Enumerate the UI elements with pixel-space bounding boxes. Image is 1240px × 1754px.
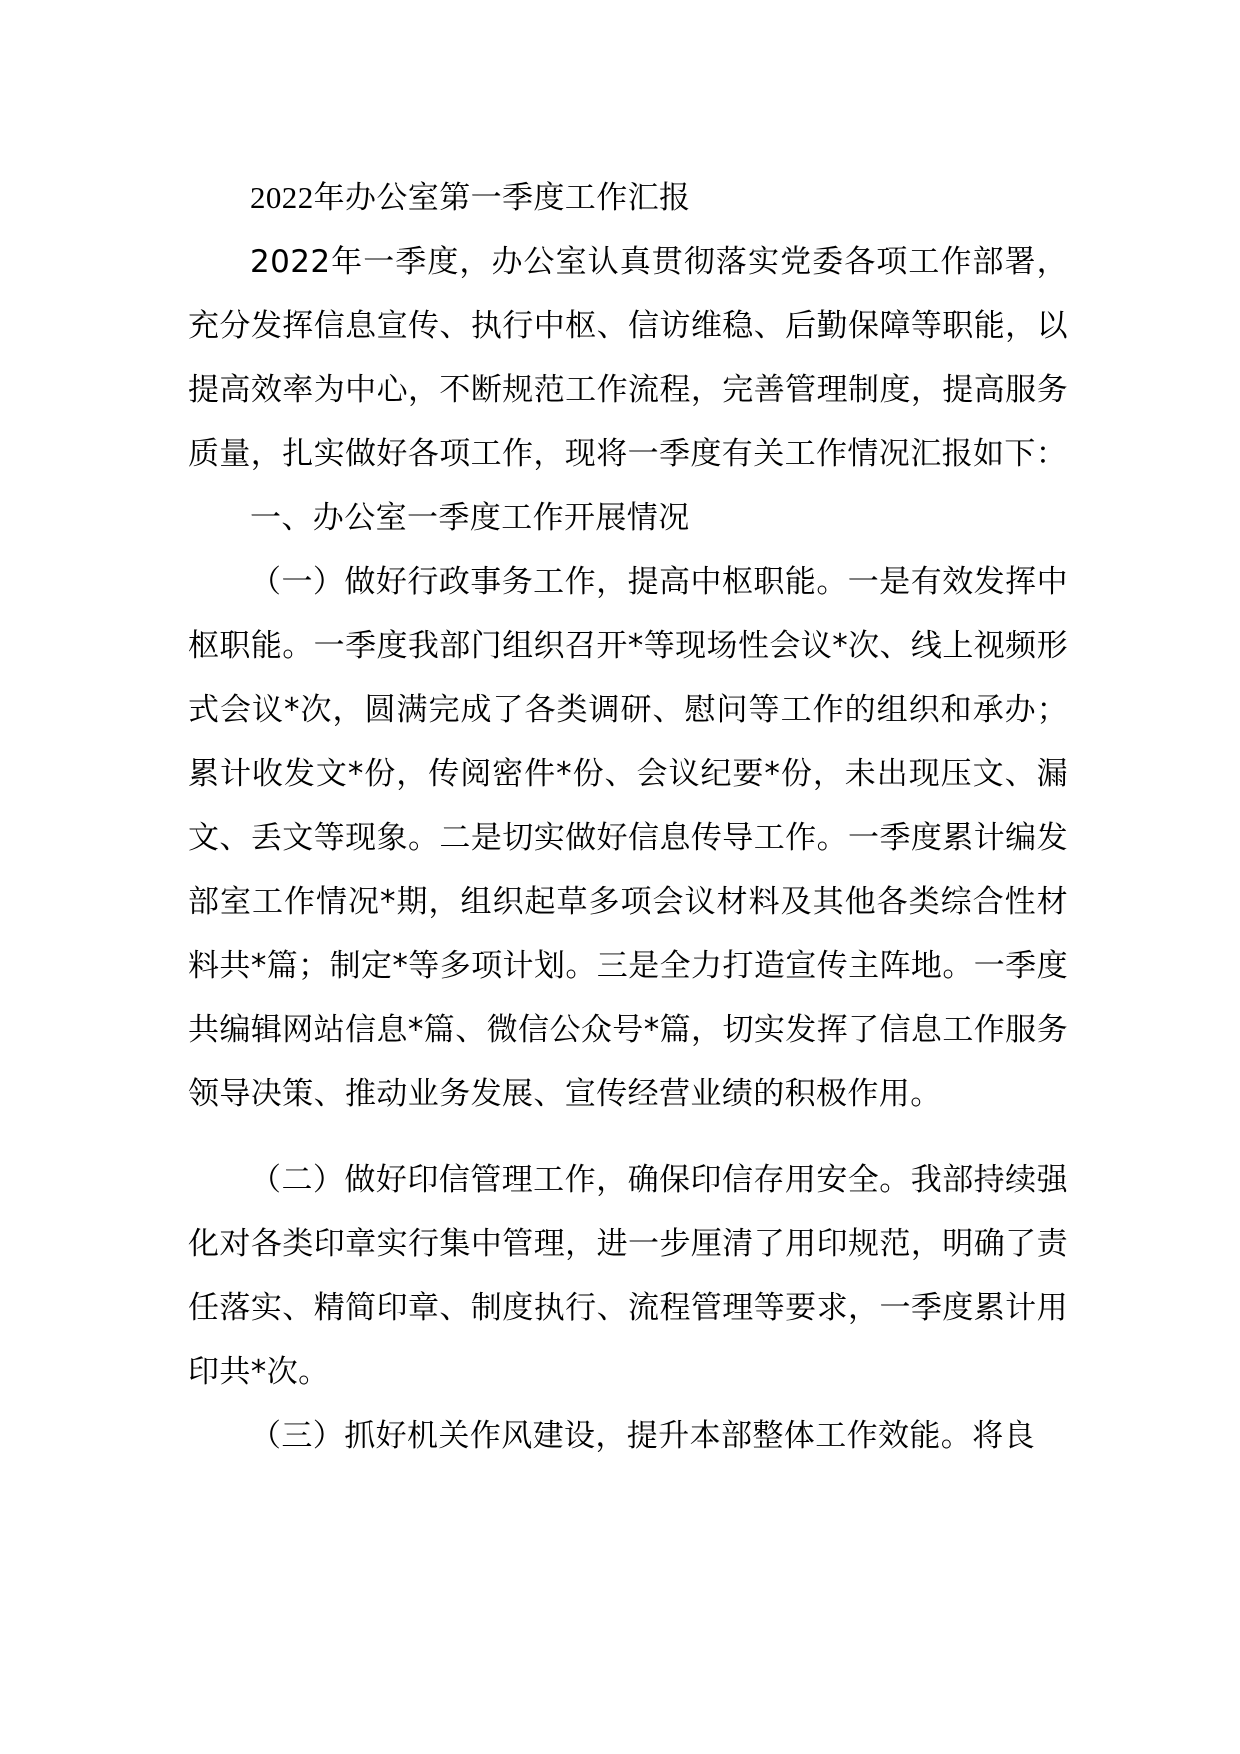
subsection-3-paragraph: （三）抓好机关作风建设，提升本部整体工作效能。将良 (250, 1418, 1035, 1454)
section-heading-1: 一、办公室一季度工作开展情况 (250, 500, 690, 536)
subsection-2-paragraph: （二）做好印信管理工作，确保印信存用安全。我部持续强化对各类印章实行集中管理，进一步厘清了用印规范，明确了责任落实、精简印章、制度执行、流程管理等要求，一季度累计用印共*次。 (188, 1162, 1068, 1390)
document-title: 2022年办公室第一季度工作汇报 (250, 180, 691, 215)
document-body (188, 166, 1068, 1468)
subsection-1-paragraph: （一）做好行政事务工作，提高中枢职能。一是有效发挥中枢职能。一季度我部门组织召开*等现场性会议*次、线上视频形式会议*次，圆满完成了各类调研、慰问等工作的组织和承办；累计收发文*份，传阅密件*份、会议纪要*份，未出现压文、漏文、丢文等现象。二是切实做好信息传导工作。一季度累计编发部室工作情况*期，组织起草多项会议材料及其他各类综合性材料共*篇；制定*等多项计划。三是全力打造宣传主阵地。一季度共编辑网站信息*篇、微信公众号*篇，切实发挥了信息工作服务领导决策、推动业务发展、宣传经营业绩的积极作用。 (188, 564, 1068, 1112)
intro-paragraph: 2022年一季度，办公室认真贯彻落实党委各项工作部署，充分发挥信息宣传、执行中枢、信访维稳、后勤保障等职能，以提高效率为中心，不断规范工作流程，完善管理制度，提高服务质量，扎实做好各项工作，现将一季度有关工作情况汇报如下： (188, 244, 1068, 472)
